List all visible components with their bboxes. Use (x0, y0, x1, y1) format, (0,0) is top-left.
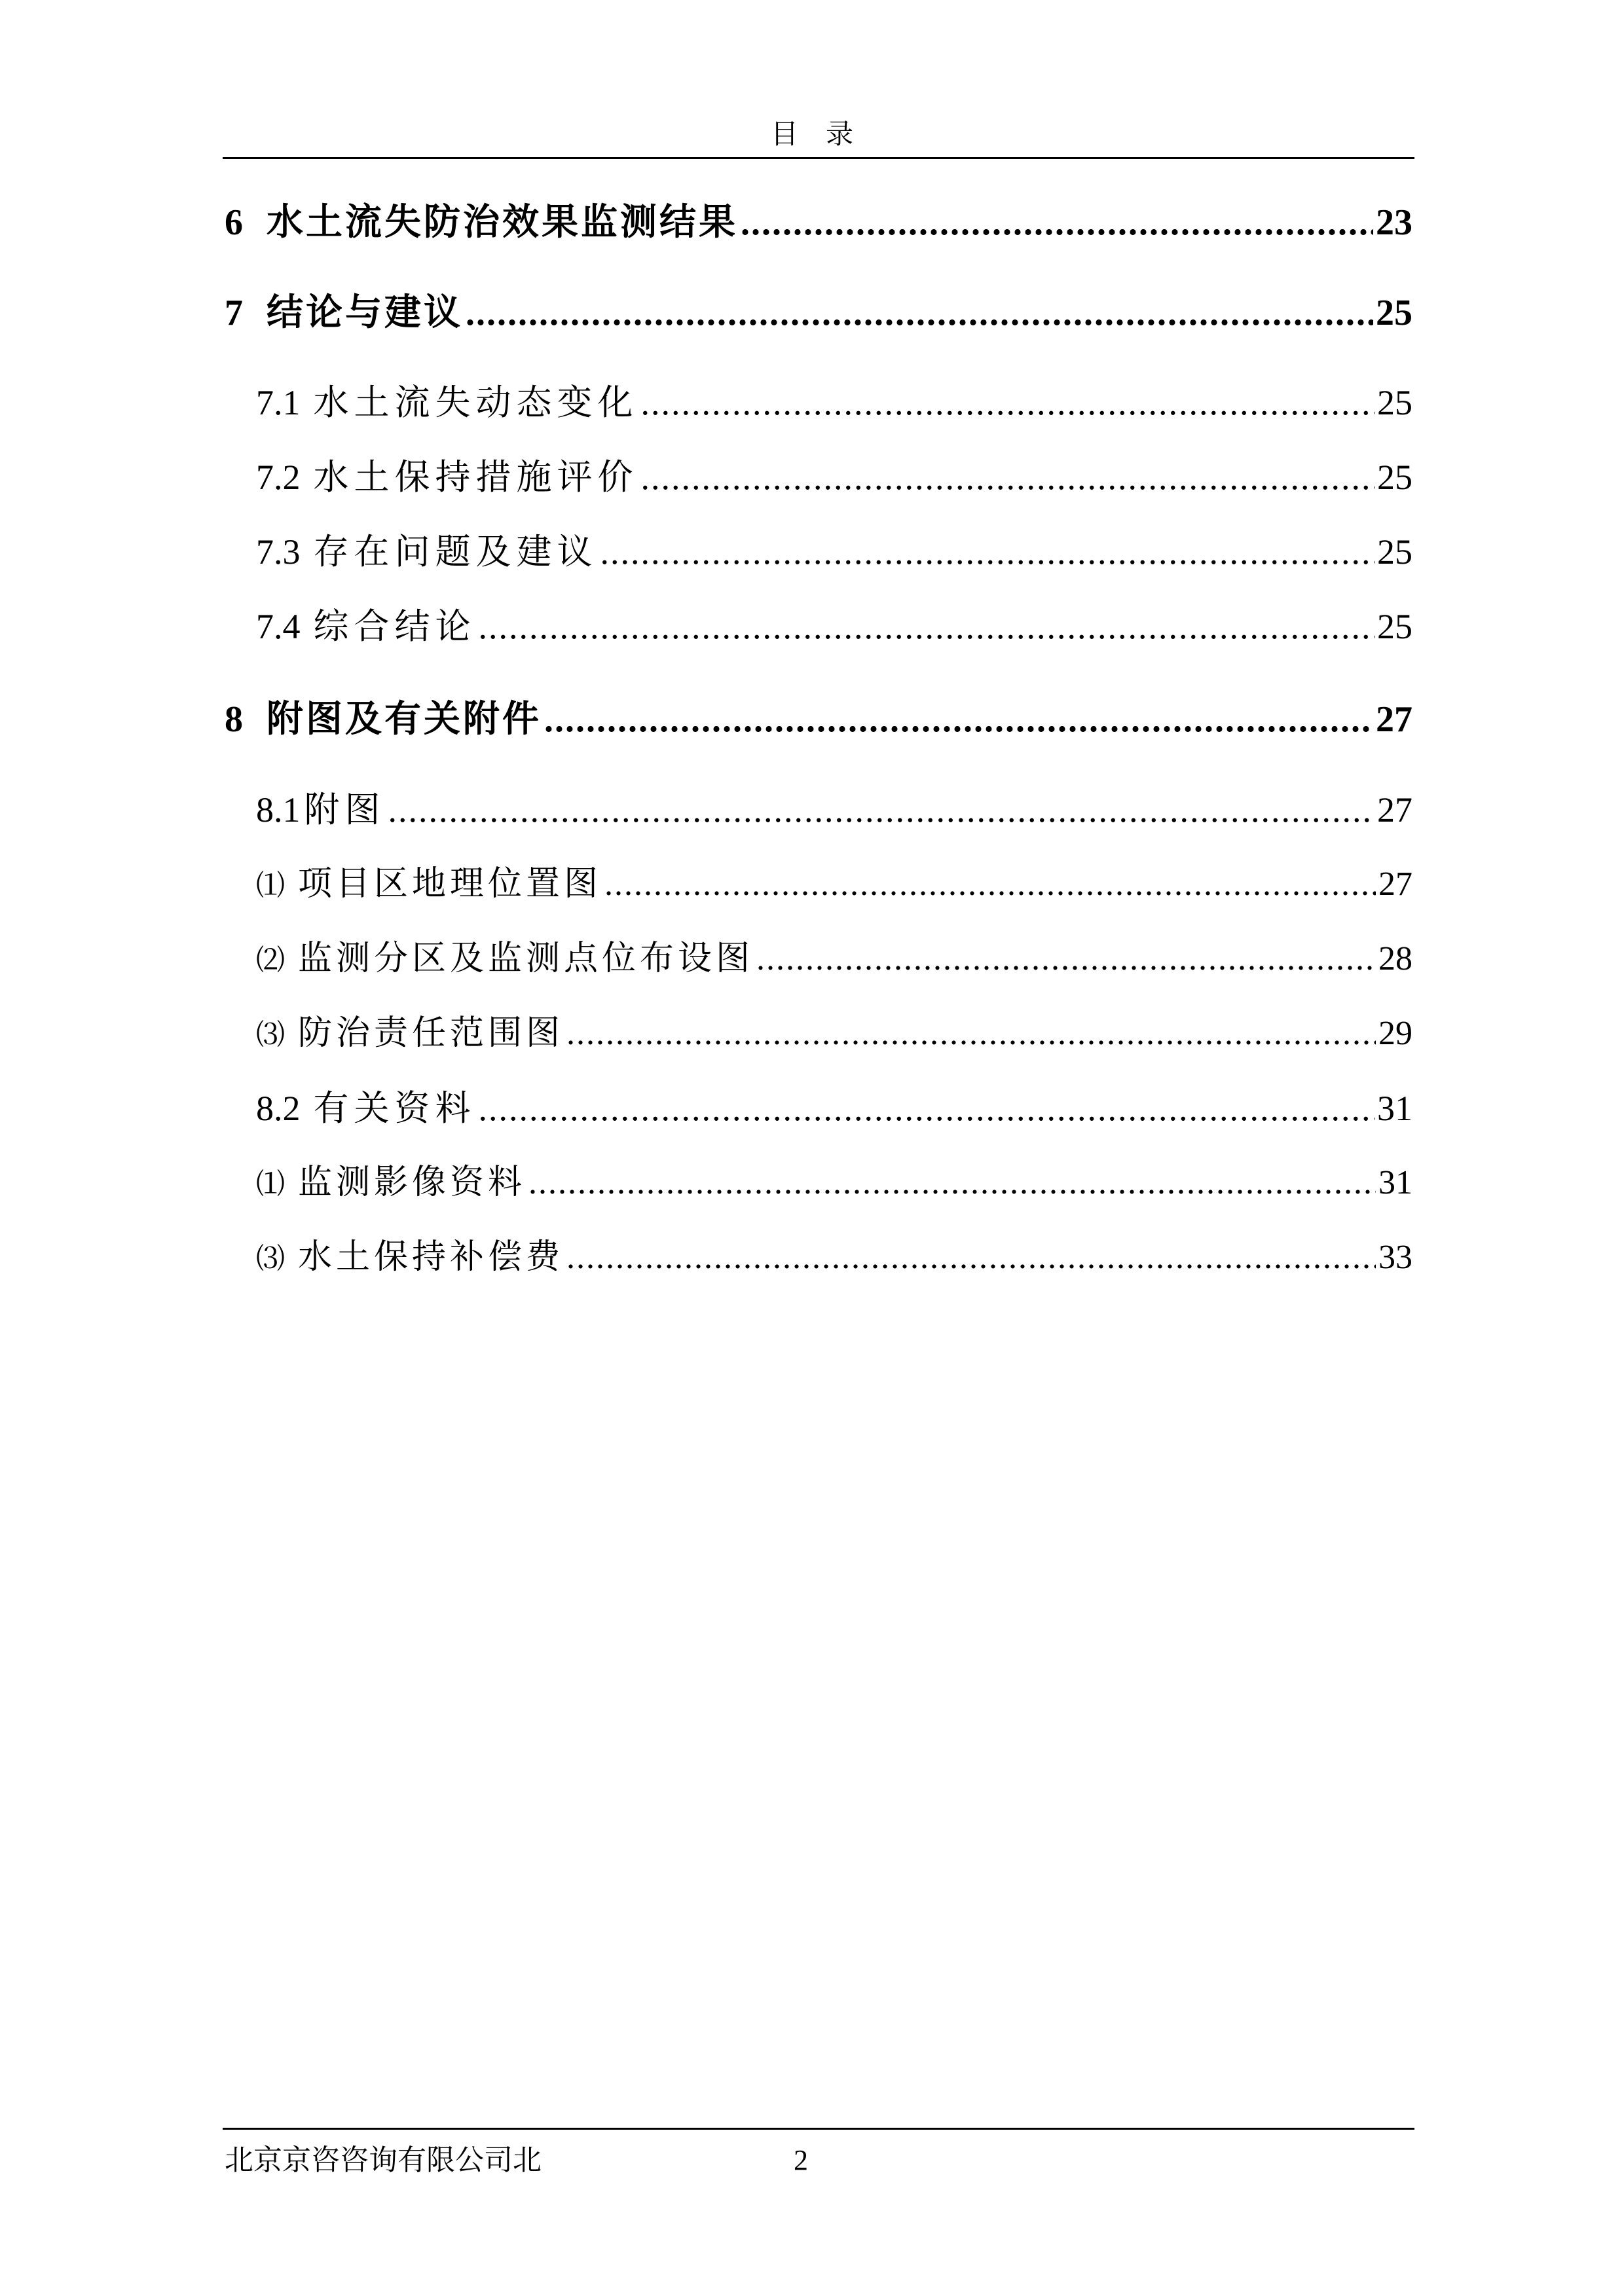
toc-entry-number: ⑶ (256, 1243, 285, 1275)
toc-entry-page: 25 (1377, 383, 1412, 422)
toc-entry-page: 27 (1378, 866, 1412, 903)
toc-entry-8-2[interactable] (256, 1087, 1412, 1130)
toc-leader-dots (741, 200, 1373, 246)
toc-entry-page: 27 (1377, 790, 1412, 829)
toc-entry-title: 附图 (304, 790, 386, 829)
footer-company-name: 北京京咨咨询有限公司北 (225, 2144, 542, 2176)
toc-entry-page: 25 (1377, 532, 1412, 572)
toc-entry-page: 31 (1377, 1089, 1412, 1128)
toc-entry-page: 33 (1378, 1239, 1412, 1276)
toc-entry-title: 项目区地理位置图 (298, 866, 602, 903)
toc-entry-page: 25 (1377, 607, 1412, 646)
toc-entry-title: 监测分区及监测点位布设图 (298, 940, 754, 977)
toc-leader-dots (544, 697, 1373, 742)
toc-entry-number: 8.1 (256, 790, 301, 829)
toc-leader-dots (604, 863, 1376, 906)
footer-rule (223, 2128, 1414, 2130)
toc-entry-number: ⑴ (256, 869, 285, 902)
toc-entry-page: 31 (1378, 1164, 1412, 1201)
toc-leader-dots (528, 1161, 1376, 1205)
toc-entry-number: 7.2 (256, 458, 301, 497)
toc-entry-7[interactable] (225, 290, 1412, 336)
toc-entry-8-2-3[interactable] (256, 1236, 1412, 1281)
toc-leader-dots (756, 938, 1376, 981)
toc-entry-title: 水土流失动态变化 (313, 383, 638, 422)
toc-entry-number: 7.3 (256, 532, 301, 572)
toc-entry-number: 7.1 (256, 383, 301, 422)
toc-entry-8-1-2[interactable] (256, 938, 1412, 982)
toc-entry-number: 8 (225, 699, 243, 740)
toc-leader-dots (479, 605, 1375, 648)
toc-entry-8-1-1[interactable] (256, 863, 1412, 907)
toc-entry-page: 28 (1378, 940, 1412, 977)
toc-entry-page: 23 (1376, 202, 1412, 243)
toc-leader-dots (600, 530, 1375, 574)
toc-entry-title: 综合结论 (313, 607, 476, 646)
toc-entry-number: 6 (225, 202, 243, 243)
toc-leader-dots (566, 1012, 1376, 1055)
toc-entry-8[interactable] (225, 697, 1412, 742)
toc-leader-dots (479, 1087, 1375, 1130)
toc-entry-page: 25 (1376, 293, 1412, 333)
toc-entry-number: ⑶ (256, 1019, 285, 1051)
toc-leader-dots (466, 290, 1373, 336)
footer-page-number: 2 (794, 2144, 808, 2176)
toc-entry-page: 27 (1376, 699, 1412, 740)
toc-entry-title: 水土保持补偿费 (298, 1239, 564, 1276)
toc-entry-title: 防治责任范围图 (298, 1015, 564, 1052)
toc-entry-7-2[interactable] (256, 456, 1412, 499)
toc-entry-page: 25 (1377, 458, 1412, 497)
toc-leader-dots (641, 456, 1375, 499)
toc-entry-title: 附图及有关附件 (267, 699, 542, 740)
toc-entry-page: 29 (1378, 1015, 1412, 1052)
toc-entry-number: 8.2 (256, 1089, 301, 1128)
toc-leader-dots (641, 381, 1375, 424)
toc-leader-dots (388, 788, 1375, 831)
toc-entry-title: 有关资料 (313, 1089, 476, 1128)
toc-entry-7-3[interactable] (256, 530, 1412, 574)
header-title: 目录 (770, 120, 881, 150)
toc-entry-8-1[interactable] (256, 788, 1412, 831)
toc-entry-8-1-3[interactable] (256, 1012, 1412, 1057)
toc-entry-title: 结论与建议 (267, 293, 463, 333)
toc-entry-title: 水土流失防治效果监测结果 (267, 202, 738, 243)
toc-entry-number: 7.4 (256, 607, 301, 646)
toc-entry-number: ⑵ (256, 944, 285, 976)
toc-entry-7-4[interactable] (256, 605, 1412, 648)
toc-leader-dots (566, 1236, 1376, 1279)
toc-entry-6[interactable] (225, 200, 1412, 246)
toc-entry-title: 水土保持措施评价 (313, 458, 638, 497)
toc-entry-8-2-1[interactable] (256, 1161, 1412, 1206)
toc-entry-number: ⑴ (256, 1168, 285, 1200)
toc-entry-title: 监测影像资料 (298, 1164, 526, 1201)
toc-entry-7-1[interactable] (256, 381, 1412, 424)
toc-entry-title: 存在问题及建议 (313, 532, 598, 572)
toc-entry-number: 7 (225, 293, 243, 333)
